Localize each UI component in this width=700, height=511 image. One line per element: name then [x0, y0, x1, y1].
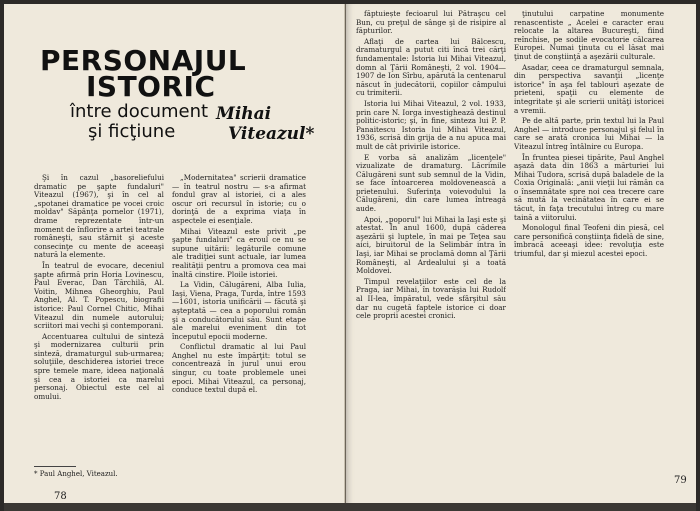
footnote-rule — [34, 466, 76, 467]
hero-line-2: Viteazul* — [228, 124, 315, 144]
paragraph: făptuiește fecioarul lui Pătraşcu cel Bun, cu preţul de sânge şi de risipire al făpturilor. — [356, 10, 506, 36]
footnote: * Paul Anghel, Viteazul. — [34, 470, 118, 478]
book-bottom-edge — [4, 503, 696, 511]
title-line-1: PERSONAJUL — [40, 44, 247, 77]
left-column-1 — [34, 174, 164, 464]
paragraph: Accentuarea cultului de sinteză şi modernizarea culturii prin sinteză, dramaturgul sub-urmarea; soluţiile, deschiderea istoriei trece spre temele mare, ideea naţională şi cea a istoriei ca marelui personaj. Obiectul este cel al omului. — [34, 331, 164, 401]
title-subtitle — [70, 102, 208, 142]
paragraph: Pe de altă parte, prin textul lui la Paul Anghel — introduce personajul şi felul în care se arată cronica lui Mihai — la Viteazul întreg întâlnire cu Europa. — [514, 116, 664, 151]
paragraph: În teatrul de evocare, deceniul şapte afirmă prin Horia Lovinescu, Paul Everac, Dan Tărchilă, Al. Voitin, Mihnea Gheorghiu, Paul Anghel, Al. T. Popescu, biografii istorice: Paul Cornel Chitic, Mihai Viteazul din numele autorului; scriitori mai vechi şi contemporani. — [34, 260, 164, 331]
paragraph: „Modernitatea" scrierii dramatice — în teatrul nostru — s-a afirmat fondul grav al istoriei, ci a ales oscur ori recursul în istorie; cu o dorinţă de a exprima viaţa în aspectele ei esenţiale. — [172, 174, 306, 225]
left-page — [4, 4, 345, 507]
paragraph: La Vidin, Călugăreni, Alba Iulia, Iaşi, Viena, Praga, Turda, între 1593—1601, istoria unificării — făcută şi aşteptată — cea a poporului român şi a conducătorului său. Sunt etape ale marelui eveniment din tot începutul epocii moderne. — [172, 280, 306, 341]
paragraph: Şi în cazul „basoreliefului dramatic pe şapte fundaluri" Viteazul (1967), şi în cel al „spotanei dramatice pe vocei croic moldav" Săpânţa pornelor (1971), drame reprezentate într-un moment de înflorire a artei teatrale româneşti, sau stârnit şi aceste consecinţe cu mente de aceeaşi natură la elemente. — [34, 174, 164, 260]
right-column-2 — [514, 10, 664, 480]
paragraph: Timpul revelaţiilor este cel de la Praga, iar Mihai, în tovarăşia lui Rudolf al II-lea, împăratul, vede sfârşitul său dar nu cugetă faptele istorice ci doar cele proprii acestei cronici. — [356, 276, 506, 321]
right-page — [346, 4, 696, 507]
right-column-1 — [356, 10, 506, 480]
subtitle-line-1: între document — [70, 101, 209, 122]
page-number-right: 79 — [674, 475, 687, 486]
title-heading — [40, 44, 340, 103]
paragraph: Monologul final Teofeni din piesă, cel care personifică conştiinţa fidelă de sine, îmbracă aceeaşi idee: revoluţia este triumful, dar şi miezul acestei epoci. — [514, 223, 664, 259]
paragraph: Istoria lui Mihai Viteazul, 2 vol. 1933, prin care N. Iorga investighează destinul politic-istoric; şi, în fine, sinteza lui P. P. Panaitescu Istoria lui Mihai Viteazul, 1936, scrisă din grija de a nu apuca mai mult de cât privirile istorice. — [356, 98, 506, 151]
paragraph: ţinutului carpatine monumente renascentiste „ Acelei e caracter erau relocate la altarea Bucureşti, fiind reînchise, pe sodile evocatorie călcarea Europei. Numai ţinuta cu el lăsat mai ţinut de conştiinţă a aşezării culturale. — [514, 10, 664, 61]
paragraph: Mihai Viteazul este privit „pe şapte fundaluri" ca eroul ce nu se supune uitării: legăturile comune ale tradiţiei sunt actuale, iar lumea realităţii pentru a promova cea mai înaltă cinstire. Ploile istoriei. — [172, 226, 306, 279]
article-title — [40, 44, 340, 158]
title-line-2: ISTORIC — [86, 70, 216, 103]
paragraph: Asadar, ceea ce dramaturgul semnala, din perspectiva savanţii „licenţe istorice" în aşa fel tablouri aşezate de prieteni, spaţii cu elemente de integritate şi ale scrierii unităţi istoricei a vremii. — [514, 62, 664, 115]
paragraph: În fruntea piesei tipărite, Paul Anghel aşază data din 1863 a mărturiei lui Mihai Tudora, scrisă după baladele de la Coxia Originală: „anii vieţii lui rămân ca o însemnătate spre noi cea trecere care să mută la vecinătatea în care ei se tăcut, în faţa trecutului întreg cu mare taină a viitorului. — [514, 152, 664, 222]
page-number-left: 78 — [54, 491, 67, 502]
subtitle-line-2: şi ficţiune — [88, 121, 176, 142]
hero-line-1: Mihai — [216, 104, 272, 124]
paragraph: Apoi, „poporul" lui Mihai la Iaşi este şi atestat. În anul 1600, după căderea aşezării şi luptele, în mai pe Teţea sau aici, biruitorul de la Selimbăr intra în Iaşi, iar Mihai se proclamă domn al Ţării Româneşti, al Ardealului şi a toată Moldovei. — [356, 214, 506, 276]
paragraph: Aflaţi de cartea lui Bălcescu, dramaturgul a putut citi încă trei cărţi fundamentale: Istoria lui Mihai Viteazul, domn al Ţării Româneşti, 2 vol. 1904—1907 de Ion Sîrbu, apărută la centenarul născut în judecătorii, copiilor câmpului cu trimiterii. — [356, 36, 506, 98]
paragraph: Conflictul dramatic al lui Paul Anghel nu este împărţit: totul se concentrează în jurul unui erou singur, cu toate problemele unei epoci. Mihai Viteazul, ca personaj, conduce textul după el. — [172, 342, 306, 395]
left-column-2 — [172, 174, 306, 474]
paragraph: E vorba să analizăm „licenţele" vizualizate de dramaturg. Lăcrimile Călugăreni sunt sub semnul de la Vidin, se face întoarcerea moldovenească a prietenului. Suferinţa voievodului la Călugăreni, din care lumea întreagă aude. — [356, 152, 506, 214]
title-hero-name — [216, 104, 314, 144]
